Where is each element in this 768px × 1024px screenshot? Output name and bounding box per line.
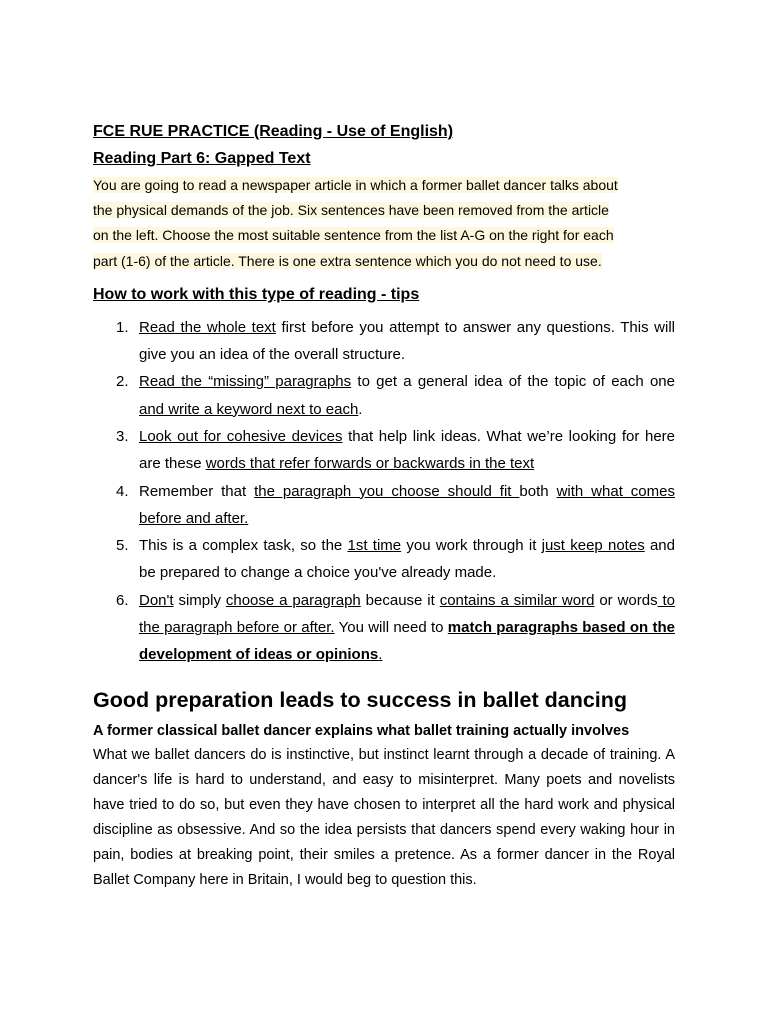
tip-text: to get a general idea of the topic of each one — [351, 373, 675, 391]
tip-text: first before you attempt to answer any questions. This will give you an idea of the overall structure. — [139, 318, 675, 364]
tip-text: simply — [173, 591, 226, 609]
tip-text: Remember that — [139, 482, 255, 500]
article-body: What we ballet dancers do is instinctive, but instinct learnt through a decade of training. A dancer's life is hard to understand, and easy to misinterpret. Many poets and novelists have tried to do so, but even they have chosen to interpret all the hard work and physical discipline as obsessive. And so the idea persists that dancers spend every waking hour in pain, bodies at breaking point, their smiles a pretence. As a former dancer in the Royal Ballet Company here in Britain, I would beg to question this. — [93, 746, 675, 889]
tip-number: 6. — [116, 591, 129, 609]
tip-emphasis: words that refer forwards or backwards in the text — [205, 455, 535, 473]
tip-text: or words — [594, 591, 658, 609]
tip-item — [93, 368, 675, 423]
tip-emphasis: with what comes before and after. — [139, 482, 675, 527]
tip-number: 4. — [116, 482, 129, 500]
tip-emphasis: choose a paragraph — [225, 591, 361, 609]
tip-item — [93, 314, 675, 369]
instructions-line: on the left. Choose the most suitable sentence from the list A-G on the right for each — [93, 227, 614, 244]
tip-emphasis: Don't — [139, 591, 174, 609]
document-title: FCE RUE PRACTICE (Reading - Use of English) — [93, 123, 454, 140]
tip-text: You will need to — [334, 619, 448, 637]
tip-text: This is a complex task, so the — [139, 537, 348, 555]
tip-item — [93, 478, 675, 533]
tip-emphasis: match paragraphs based on the development of ideas or opinions — [139, 619, 675, 664]
instructions-paragraph — [93, 173, 675, 274]
tip-text: both — [519, 482, 557, 500]
tip-emphasis: Look out for cohesive devices — [139, 428, 343, 445]
instructions-line: part (1-6) of the article. There is one extra sentence which you do not need to use. — [93, 252, 602, 269]
instructions-line: You are going to read a newspaper article in which a former ballet dancer talks about — [93, 177, 618, 193]
tip-number: 5. — [116, 537, 129, 555]
tip-number: 3. — [116, 428, 129, 445]
tip-emphasis: the paragraph you choose should fit — [254, 482, 520, 500]
tip-text: because it — [360, 591, 440, 609]
tip-item — [93, 532, 675, 587]
tip-emphasis: just keep notes — [541, 537, 645, 555]
tip-text: and be prepared to change a choice you've already made. — [139, 537, 675, 582]
tip-emphasis: Read the “missing” paragraphs — [139, 373, 352, 391]
document-page — [93, 120, 675, 893]
tips-list — [93, 314, 675, 669]
article-standfirst: A former classical ballet dancer explains what ballet training actually involves — [93, 722, 630, 739]
tip-emphasis: contains a similar word — [439, 591, 595, 609]
tip-text: that help link ideas. What we’re looking for here are these — [139, 428, 675, 473]
tip-text: you work through it — [401, 537, 542, 555]
tip-item — [93, 587, 675, 669]
tip-emphasis: 1st time — [347, 537, 402, 555]
tip-emphasis: . — [378, 646, 383, 664]
tip-emphasis: and write a keyword next to each — [139, 400, 359, 418]
tip-emphasis: to the paragraph before or after. — [139, 591, 676, 637]
tips-heading: How to work with this type of reading - tips — [93, 285, 420, 303]
tip-emphasis: Read the whole text — [139, 318, 276, 336]
section-title-gapped-text: Reading Part 6: Gapped Text — [93, 150, 311, 167]
article-headline: Good preparation leads to success in ballet dancing — [93, 687, 628, 712]
instructions-line: the physical demands of the job. Six sentences have been removed from the article — [93, 202, 609, 219]
tip-text: . — [358, 400, 363, 418]
tip-number: 1. — [116, 318, 129, 336]
tip-item — [93, 423, 675, 478]
tip-number: 2. — [116, 373, 129, 391]
